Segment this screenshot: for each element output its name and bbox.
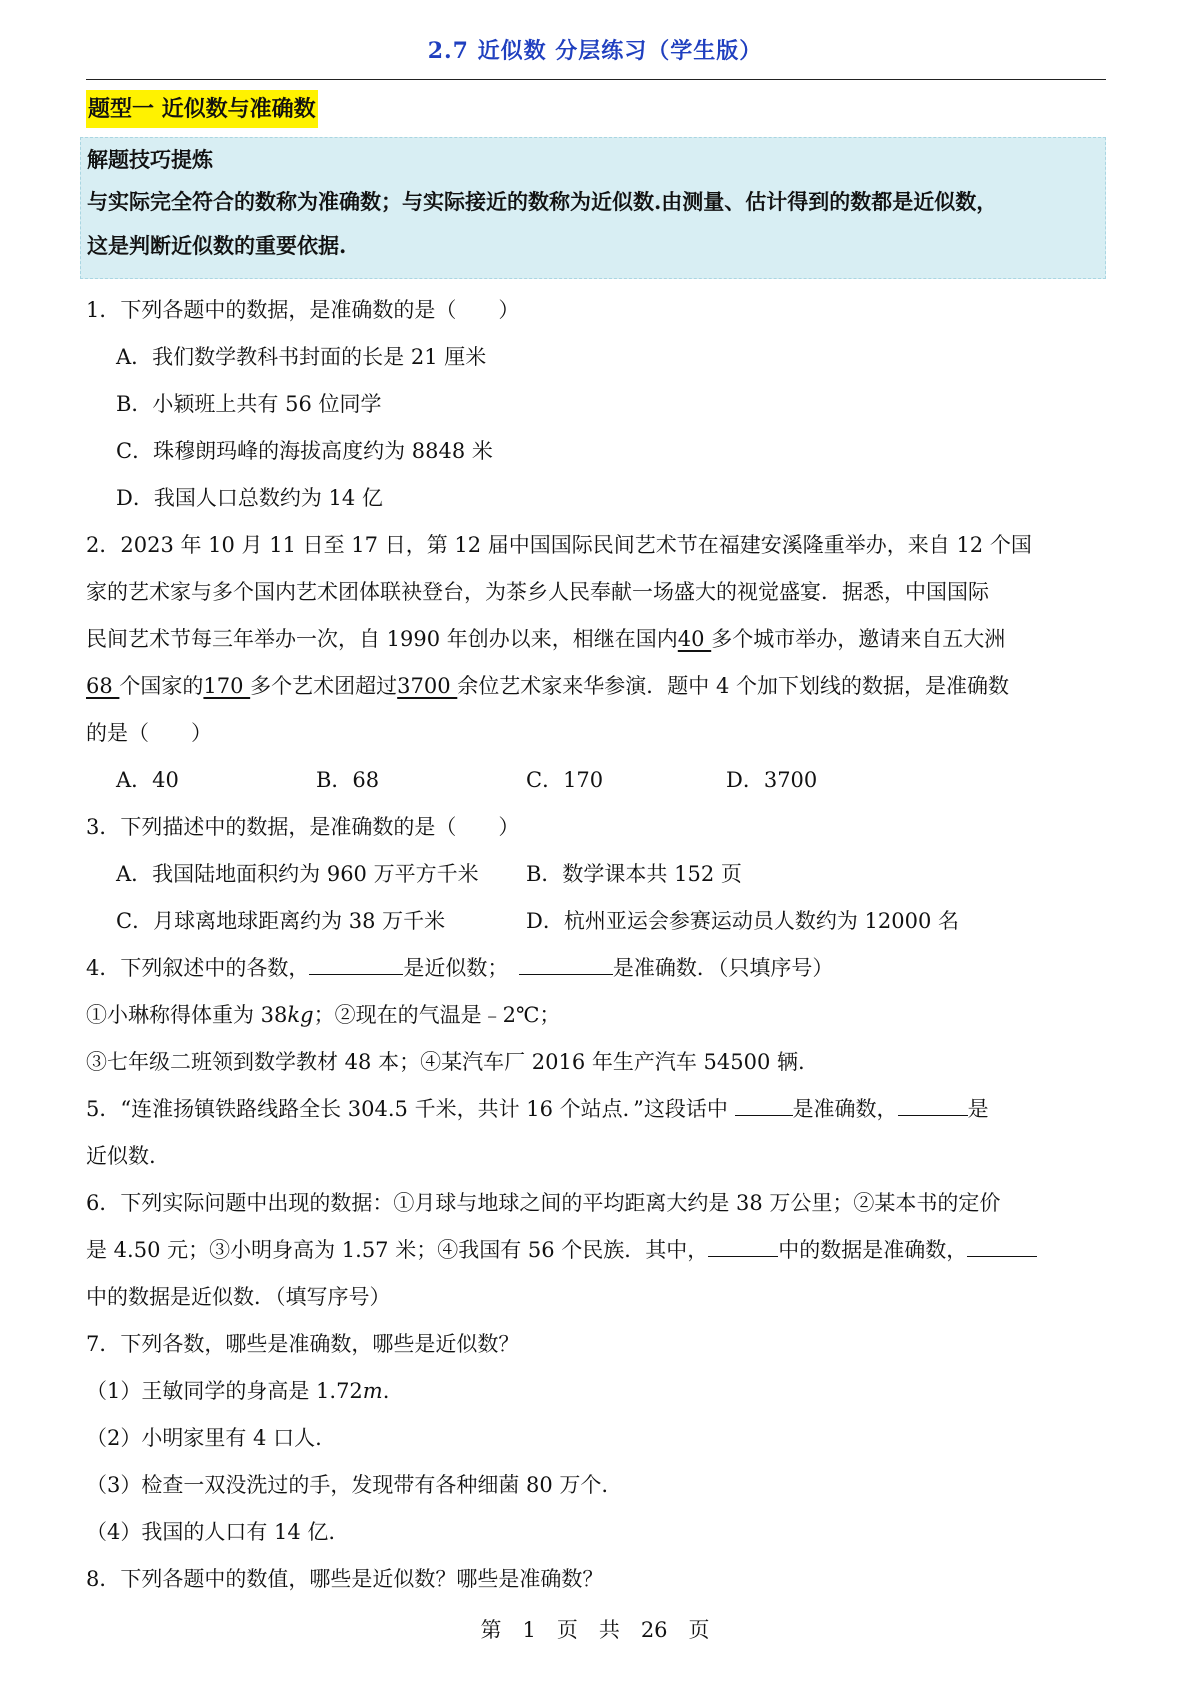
q4-unit-kg: kg: [287, 1003, 314, 1027]
header-divider: [86, 79, 1106, 80]
q7-part-1: [86, 1375, 389, 1405]
q3-stem: 3．下列描述中的数据，是准确数的是（ ）: [86, 815, 520, 839]
q5-text-c: 是: [967, 1097, 989, 1121]
page-title: 2.7 近似数 分层练习（学生版）: [427, 38, 763, 64]
q6-line-2: [86, 1234, 1037, 1264]
q2-underlined-170: 170: [203, 674, 251, 698]
tip-box: [80, 137, 1106, 279]
q1-stem: 1．下列各题中的数据，是准确数的是（ ）: [86, 298, 520, 322]
page-footer: 第 1 页 共 26 页: [480, 1618, 710, 1642]
tip-line-2: 这是判断近似数的重要依据.: [87, 233, 347, 258]
tip-line-1: 与实际完全符合的数称为准确数；与实际接近的数称为近似数.由测量、估计得到的数都是近似数，: [87, 189, 998, 214]
q2-line-4-text-a: 个国家的: [119, 674, 204, 698]
q2-underlined-3700: 3700: [397, 674, 458, 698]
q3-option-b: B．数学课本共 152 页: [526, 862, 742, 886]
q5-text: 5．“连淮扬镇铁路线路全长 304.5 千米，共计 16 个站点．”这段话中: [86, 1097, 728, 1121]
q4-blank-approx: [309, 956, 403, 975]
q7-unit-m: m: [362, 1379, 383, 1403]
q2-line-2: 家的艺术家与多个国内艺术团体联袂登台，为茶乡人民奉献一场盛大的视觉盛宴．据悉，中国国际: [86, 580, 989, 604]
q4-line-2: [86, 999, 560, 1029]
q1-option-a: A．我们数学教科书封面的长是 21 厘米: [116, 345, 487, 369]
q6-blank-exact: [708, 1238, 778, 1257]
q2-underlined-40: 40: [677, 627, 712, 651]
q8-stem: 8．下列各题中的数值，哪些是近似数？哪些是准确数？: [86, 1567, 604, 1591]
q2-option-c: C．170: [526, 768, 604, 792]
q5-line-1: [86, 1093, 989, 1123]
q1-option-d: D．我国人口总数约为 14 亿: [116, 486, 383, 510]
q7-stem: 7．下列各数，哪些是准确数，哪些是近似数？: [86, 1332, 520, 1356]
q7-part-4: （4）我国的人口有 14 亿.: [86, 1520, 336, 1544]
q4-line-3: ③七年级二班领到数学教材 48 本；④某汽车厂 2016 年生产汽车 54500 辆.: [86, 1050, 805, 1074]
q3-option-a: A．我国陆地面积约为 960 万平方千米: [116, 862, 479, 886]
q2-line-1: 2．2023 年 10 月 11 日至 17 日，第 12 届中国国际民间艺术节在福建安溪隆重举办，来自 12 个国: [86, 533, 1032, 557]
q2-line-4: [86, 670, 1009, 700]
q3-option-d: D．杭州亚运会参赛运动员人数约为 12000 名: [526, 909, 959, 933]
q5-blank-exact: [735, 1097, 793, 1116]
q2-option-b: B．68: [316, 768, 380, 792]
q6-line-3: 中的数据是近似数．（填写序号）: [86, 1285, 391, 1309]
q6-text-b: 中的数据是准确数，: [778, 1238, 968, 1262]
q4-stem-text: 4．下列叙述中的各数，: [86, 956, 310, 980]
q5-line-2: 近似数.: [86, 1144, 156, 1168]
q6-line-1: 6．下列实际问题中出现的数据：①月球与地球之间的平均距离大约是 38 万公里；②某本书的定价: [86, 1191, 1001, 1215]
q7-part-1-end: .: [382, 1379, 390, 1403]
q6-blank-approx: [967, 1238, 1037, 1257]
q2-line-4-text-c: 余位艺术家来华参演．题中 4 个加下划线的数据，是准确数: [457, 674, 1010, 698]
q5-text-b: 是准确数，: [792, 1097, 898, 1121]
q2-line-3-text: 民间艺术节每三年举办一次，自 1990 年创办以来，相继在国内: [86, 627, 678, 651]
q4-stem-text-b: 是近似数；: [403, 956, 498, 980]
q7-part-3: （3）检查一双没洗过的手，发现带有各种细菌 80 万个.: [86, 1473, 609, 1497]
q2-line-5: 的是（ ）: [86, 721, 212, 745]
q2-option-d: D．3700: [726, 768, 818, 792]
q2-line-3-tail: 多个城市举办，邀请来自五大洲: [711, 627, 1006, 651]
q4-blank-exact: [519, 956, 613, 975]
q1-option-c: C．珠穆朗玛峰的海拔高度约为 8848 米: [116, 439, 493, 463]
q1-option-b: B．小颖班上共有 56 位同学: [116, 392, 382, 416]
q5-blank-approx: [898, 1097, 968, 1116]
q4-item-2: ；②现在的气温是﹣2℃；: [313, 1003, 561, 1027]
q2-line-4-text-b: 多个艺术团超过: [250, 674, 398, 698]
q4-stem: [86, 952, 833, 982]
q7-part-1-text: （1）王敏同学的身高是 1.72: [86, 1379, 363, 1403]
q4-stem-text-c: 是准确数．（只填序号）: [612, 956, 834, 980]
q2-underlined-68: 68: [86, 674, 120, 698]
q6-text: 是 4.50 元；③小明身高为 1.57 米；④我国有 56 个民族．其中，: [86, 1238, 709, 1262]
tip-heading: 解题技巧提炼: [87, 147, 213, 172]
q2-line-3: [86, 623, 1005, 653]
q3-option-c: C．月球离地球距离约为 38 万千米: [116, 909, 446, 933]
q4-item-1: ①小琳称得体重为 38: [86, 1003, 288, 1027]
section-title: 题型一 近似数与准确数: [86, 90, 318, 128]
q2-option-a: A．40: [116, 768, 179, 792]
q7-part-2: （2）小明家里有 4 口人.: [86, 1426, 322, 1450]
